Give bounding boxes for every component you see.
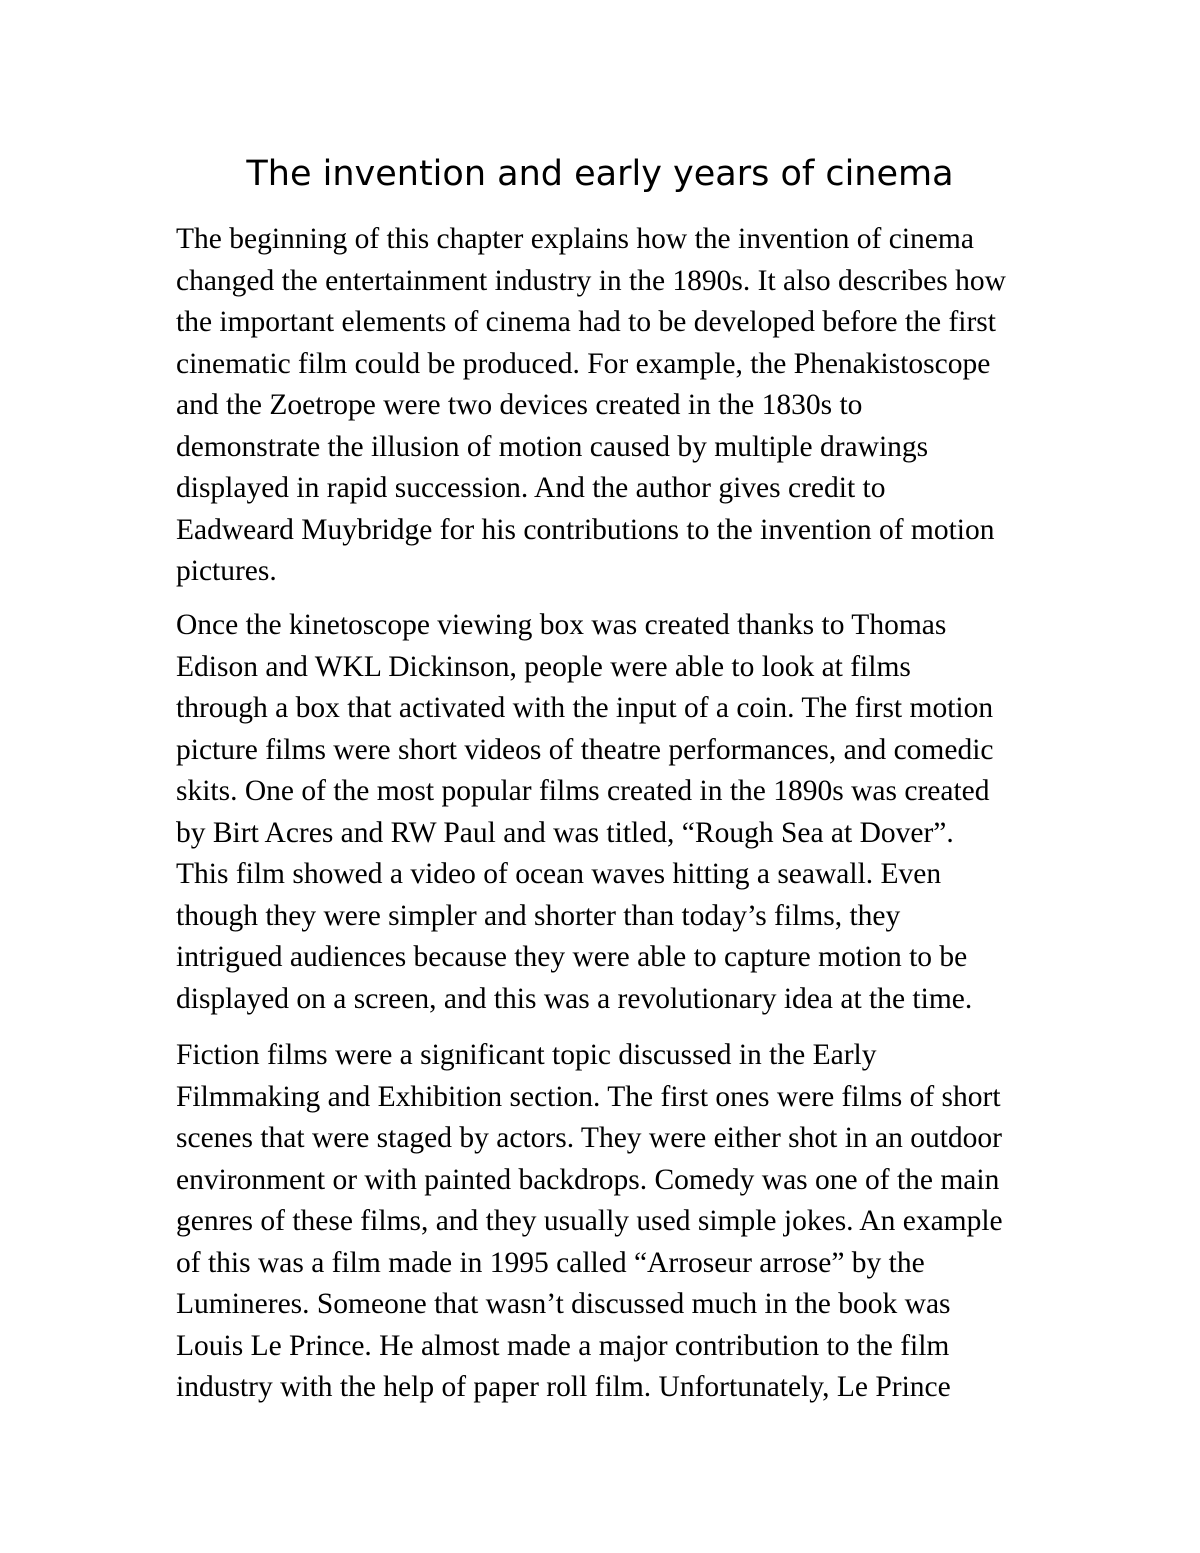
text-line: Eadweard Muybridge for his contributions to the invention of motion	[176, 513, 995, 546]
text-line: through a box that activated with the input of a coin. The first motion	[176, 692, 994, 724]
text-line: cinematic film could be produced. For example, the Phenakistoscope	[176, 347, 991, 380]
text-line: the important elements of cinema had to be developed before the first	[176, 306, 996, 338]
text-line: picture films were short videos of theatre performances, and comedic	[176, 733, 994, 766]
text-line: This film showed a video of ocean waves hitting a seawall. Even	[176, 858, 942, 890]
text-line: of this was a film made in 1995 called “Arroseur arrose” by the	[176, 1246, 925, 1279]
paragraph-3	[176, 1035, 1076, 1409]
text-line: displayed in rapid succession. And the author gives credit to	[176, 472, 886, 504]
text-line: pictures.	[176, 555, 277, 587]
text-line: Once the kinetoscope viewing box was created thanks to Thomas	[176, 609, 947, 641]
text-line: displayed on a screen, and this was a revolutionary idea at the time.	[176, 982, 973, 1015]
text-line: industry with the help of paper roll film. Unfortunately, Le Prince	[176, 1371, 951, 1403]
text-line: demonstrate the illusion of motion caused by multiple drawings	[176, 430, 929, 463]
paragraph-2	[176, 605, 1076, 1020]
page-title: The invention and early years of cinema	[246, 154, 954, 194]
text-line: and the Zoetrope were two devices created in the 1830s to	[176, 389, 863, 421]
text-line: environment or with painted backdrops. Comedy was one of the main	[176, 1163, 1000, 1196]
text-line: Filmmaking and Exhibition section. The first ones were films of short	[176, 1080, 1001, 1113]
text-line: genres of these films, and they usually used simple jokes. An example	[176, 1205, 1003, 1237]
text-line: Lumineres. Someone that wasn’t discussed much in the book was	[176, 1288, 951, 1320]
text-line: Louis Le Prince. He almost made a major contribution to the film	[176, 1329, 950, 1362]
text-line: changed the entertainment industry in the 1890s. It also describes how	[176, 264, 1006, 297]
text-line: Fiction films were a significant topic discussed in the Early	[176, 1039, 877, 1071]
text-line: though they were simpler and shorter than today’s films, they	[176, 899, 901, 932]
text-line: The beginning of this chapter explains how the invention of cinema	[176, 223, 974, 255]
text-line: skits. One of the most popular films created in the 1890s was created	[176, 775, 990, 807]
text-line: by Birt Acres and RW Paul and was titled, “Rough Sea at Dover”.	[176, 816, 954, 849]
paragraph-1	[176, 219, 1076, 593]
text-line: scenes that were staged by actors. They were either shot in an outdoor	[176, 1122, 1002, 1154]
text-line: Edison and WKL Dickinson, people were able to look at films	[176, 650, 911, 683]
text-line: intrigued audiences because they were able to capture motion to be	[176, 941, 968, 973]
